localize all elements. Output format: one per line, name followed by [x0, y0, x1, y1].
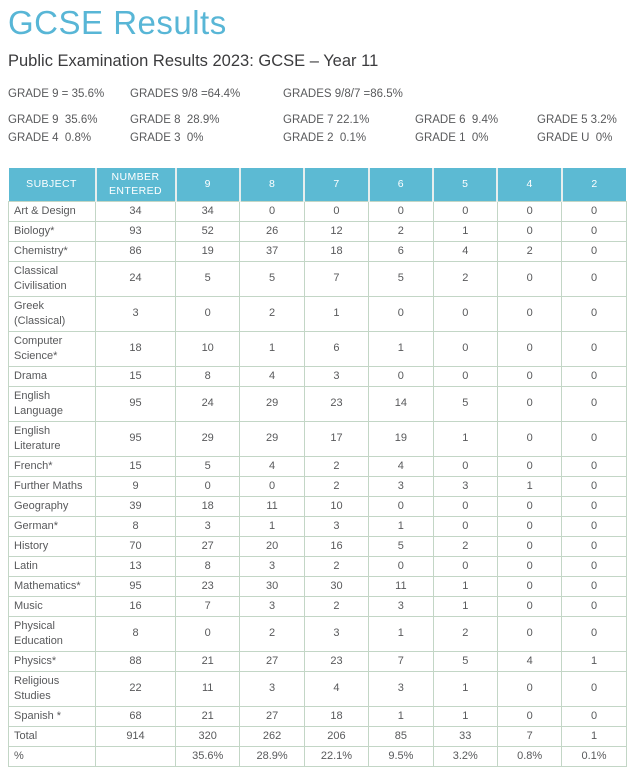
- grade-cell: 0.8%: [497, 746, 561, 766]
- number-entered-cell: 39: [96, 496, 176, 516]
- grade-cell: 34: [176, 201, 240, 221]
- subject-cell: German*: [9, 516, 96, 536]
- subject-cell: Classical Civilisation: [9, 261, 96, 296]
- column-header-subject: SUBJECT: [9, 168, 96, 201]
- column-header-8: 8: [240, 168, 304, 201]
- grade-cell: 4: [369, 456, 433, 476]
- grade-cell: 3: [369, 671, 433, 706]
- stat-grade6: GRADE 6 9.4%: [415, 114, 499, 126]
- grade-cell: 262: [240, 726, 304, 746]
- number-entered-cell: 88: [96, 651, 176, 671]
- grade-cell: 2: [497, 241, 561, 261]
- grade-cell: 26: [240, 221, 304, 241]
- table-row-latin: [9, 556, 627, 576]
- grade-cell: 6: [369, 241, 433, 261]
- grade-cell: 27: [240, 706, 304, 726]
- number-entered-cell: 8: [96, 616, 176, 651]
- grade-cell: 1: [369, 331, 433, 366]
- summary-row-upper-grades: [8, 114, 626, 127]
- subject-cell: Drama: [9, 366, 96, 386]
- table-row-further-maths: [9, 476, 627, 496]
- subject-cell: Mathematics*: [9, 576, 96, 596]
- subject-cell: Computer Science*: [9, 331, 96, 366]
- grade-cell: 1: [304, 296, 368, 331]
- grade-cell: 0: [562, 496, 626, 516]
- grade-cell: 1: [562, 726, 626, 746]
- stat-gradeU: GRADE U 0%: [537, 132, 613, 144]
- table-row-spanish: [9, 706, 627, 726]
- grade-cell: 5: [369, 536, 433, 556]
- grade-cell: 0: [562, 516, 626, 536]
- grade-cell: 20: [240, 536, 304, 556]
- grade-cell: 0: [562, 296, 626, 331]
- summary-row-combined: [8, 88, 626, 101]
- grade-cell: 0: [497, 576, 561, 596]
- number-entered-cell: 68: [96, 706, 176, 726]
- grade-cell: 0: [562, 596, 626, 616]
- grade-cell: 23: [176, 576, 240, 596]
- grade-cell: 3: [240, 596, 304, 616]
- grade-cell: 0: [433, 496, 497, 516]
- grade-cell: 18: [304, 241, 368, 261]
- grade-cell: 19: [369, 421, 433, 456]
- grade-cell: 4: [240, 366, 304, 386]
- grade-cell: 0: [497, 261, 561, 296]
- grade-cell: 2: [433, 261, 497, 296]
- subject-cell: Latin: [9, 556, 96, 576]
- number-entered-cell: 70: [96, 536, 176, 556]
- table-row-physics: [9, 651, 627, 671]
- grade-cell: 0: [562, 421, 626, 456]
- number-entered-cell: 13: [96, 556, 176, 576]
- grade-cell: 0: [497, 596, 561, 616]
- stat-grade8: GRADE 8 28.9%: [130, 114, 220, 126]
- stat-grades98-combined: GRADES 9/8 =64.4%: [130, 88, 241, 100]
- grade-cell: 0: [240, 476, 304, 496]
- number-entered-cell: 8: [96, 516, 176, 536]
- grade-cell: 0: [369, 201, 433, 221]
- grade-cell: 0: [562, 201, 626, 221]
- subject-cell: Spanish *: [9, 706, 96, 726]
- grade-cell: 0: [240, 201, 304, 221]
- grade-cell: 8: [176, 556, 240, 576]
- grade-cell: 85: [369, 726, 433, 746]
- stat-grade4: GRADE 4 0.8%: [8, 132, 92, 144]
- grade-cell: 1: [240, 516, 304, 536]
- grade-cell: 3: [176, 516, 240, 536]
- table-row-religious-studies: [9, 671, 627, 706]
- table-row-total: [9, 726, 627, 746]
- column-header-9: 9: [176, 168, 240, 201]
- grade-cell: 5: [433, 386, 497, 421]
- table-row-computer-science: [9, 331, 627, 366]
- number-entered-cell: 16: [96, 596, 176, 616]
- grade-cell: 29: [240, 421, 304, 456]
- grade-cell: 24: [176, 386, 240, 421]
- grade-cell: 29: [176, 421, 240, 456]
- grade-cell: 7: [369, 651, 433, 671]
- grade-cell: 10: [176, 331, 240, 366]
- number-entered-cell: 15: [96, 456, 176, 476]
- subject-cell: Chemistry*: [9, 241, 96, 261]
- grade-cell: 0: [497, 536, 561, 556]
- grade-cell: 10: [304, 496, 368, 516]
- table-row-english-literature: [9, 421, 627, 456]
- grade-cell: 0: [562, 241, 626, 261]
- grade-cell: 5: [176, 261, 240, 296]
- grade-cell: 2: [433, 616, 497, 651]
- number-entered-cell: [96, 746, 176, 766]
- grade-cell: 0.1%: [562, 746, 626, 766]
- stat-grade1: GRADE 1 0%: [415, 132, 489, 144]
- grade-cell: 12: [304, 221, 368, 241]
- subject-cell: Further Maths: [9, 476, 96, 496]
- page-title: GCSE Results: [8, 4, 227, 41]
- grade-cell: 1: [433, 576, 497, 596]
- grade-cell: 1: [433, 596, 497, 616]
- grade-cell: 0: [562, 616, 626, 651]
- table-row-drama: [9, 366, 627, 386]
- subject-cell: History: [9, 536, 96, 556]
- grade-cell: 0: [369, 296, 433, 331]
- grade-cell: 0: [562, 476, 626, 496]
- column-header-4: 4: [497, 168, 561, 201]
- grade-cell: 0: [433, 556, 497, 576]
- grade-cell: 16: [304, 536, 368, 556]
- grade-cell: 0: [433, 366, 497, 386]
- grade-cell: 0: [497, 331, 561, 366]
- header-row: [9, 168, 627, 201]
- grade-cell: 0: [562, 261, 626, 296]
- table-row-chemistry: [9, 241, 627, 261]
- subject-cell: Art & Design: [9, 201, 96, 221]
- table-row-french: [9, 456, 627, 476]
- grade-cell: 35.6%: [176, 746, 240, 766]
- grade-cell: 3: [369, 596, 433, 616]
- grade-cell: 23: [304, 651, 368, 671]
- column-header-6: 6: [369, 168, 433, 201]
- grade-cell: 1: [433, 706, 497, 726]
- summary-stats: [8, 88, 626, 145]
- grade-cell: 0: [497, 201, 561, 221]
- grade-cell: 1: [497, 476, 561, 496]
- grade-cell: 2: [304, 556, 368, 576]
- results-table-head: [9, 168, 627, 201]
- grade-cell: 6: [304, 331, 368, 366]
- table-row-physical-education: [9, 616, 627, 651]
- grade-cell: 8: [176, 366, 240, 386]
- table-row-music: [9, 596, 627, 616]
- grade-cell: 18: [304, 706, 368, 726]
- grade-cell: 0: [304, 201, 368, 221]
- grade-cell: 4: [240, 456, 304, 476]
- subject-cell: Physics*: [9, 651, 96, 671]
- grade-cell: 2: [304, 476, 368, 496]
- grade-cell: 2: [240, 616, 304, 651]
- number-entered-cell: 22: [96, 671, 176, 706]
- grade-cell: 0: [433, 456, 497, 476]
- table-row-german: [9, 516, 627, 536]
- number-entered-cell: 18: [96, 331, 176, 366]
- column-header-7: 7: [304, 168, 368, 201]
- grade-cell: 0: [497, 496, 561, 516]
- grade-cell: 14: [369, 386, 433, 421]
- column-header-5: 5: [433, 168, 497, 201]
- grade-cell: 29: [240, 386, 304, 421]
- column-header-2: 2: [562, 168, 626, 201]
- subject-cell: Greek (Classical): [9, 296, 96, 331]
- grade-cell: 0: [369, 556, 433, 576]
- grade-cell: 0: [562, 221, 626, 241]
- grade-cell: 2: [433, 536, 497, 556]
- grade-cell: 3: [240, 556, 304, 576]
- subject-cell: Biology*: [9, 221, 96, 241]
- grade-cell: 2: [304, 456, 368, 476]
- results-table-body: [9, 201, 627, 766]
- grade-cell: 3: [304, 366, 368, 386]
- grade-cell: 4: [433, 241, 497, 261]
- grade-cell: 7: [176, 596, 240, 616]
- grade-cell: 0: [562, 671, 626, 706]
- subject-cell: %: [9, 746, 96, 766]
- grade-cell: 9.5%: [369, 746, 433, 766]
- grade-cell: 1: [433, 671, 497, 706]
- grade-cell: 1: [433, 221, 497, 241]
- subject-cell: Music: [9, 596, 96, 616]
- grade-cell: 2: [240, 296, 304, 331]
- grade-cell: 0: [562, 706, 626, 726]
- grade-cell: 0: [369, 496, 433, 516]
- number-entered-cell: 15: [96, 366, 176, 386]
- grade-cell: 21: [176, 706, 240, 726]
- column-header-number-entered: NUMBER ENTERED: [96, 168, 176, 201]
- grade-cell: 0: [562, 536, 626, 556]
- table-row-english-language: [9, 386, 627, 421]
- grade-cell: 0: [176, 616, 240, 651]
- subject-cell: Geography: [9, 496, 96, 516]
- grade-cell: 0: [497, 456, 561, 476]
- grade-cell: 52: [176, 221, 240, 241]
- table-row-biology: [9, 221, 627, 241]
- grade-cell: 0: [497, 366, 561, 386]
- number-entered-cell: 93: [96, 221, 176, 241]
- summary-row-lower-grades: [8, 132, 626, 145]
- stat-grade7: GRADE 7 22.1%: [283, 114, 370, 126]
- table-row-classical-civilisation: [9, 261, 627, 296]
- grade-cell: 4: [304, 671, 368, 706]
- grade-cell: 5: [240, 261, 304, 296]
- grade-cell: 33: [433, 726, 497, 746]
- grade-cell: 22.1%: [304, 746, 368, 766]
- grade-cell: 1: [369, 616, 433, 651]
- grade-cell: 0: [497, 221, 561, 241]
- number-entered-cell: 95: [96, 386, 176, 421]
- table-row-percent: [9, 746, 627, 766]
- grade-cell: 320: [176, 726, 240, 746]
- subject-cell: Religious Studies: [9, 671, 96, 706]
- grade-cell: 0: [562, 386, 626, 421]
- stat-grade9-combined: GRADE 9 = 35.6%: [8, 88, 105, 100]
- grade-cell: 0: [433, 516, 497, 536]
- grade-cell: 5: [176, 456, 240, 476]
- number-entered-cell: 914: [96, 726, 176, 746]
- number-entered-cell: 34: [96, 201, 176, 221]
- grade-cell: 1: [433, 421, 497, 456]
- grade-cell: 23: [304, 386, 368, 421]
- table-row-greek-classical: [9, 296, 627, 331]
- number-entered-cell: 95: [96, 576, 176, 596]
- grade-cell: 27: [240, 651, 304, 671]
- grade-cell: 0: [433, 201, 497, 221]
- grade-cell: 0: [176, 296, 240, 331]
- results-table: [8, 168, 627, 767]
- subject-cell: Physical Education: [9, 616, 96, 651]
- grade-cell: 3: [240, 671, 304, 706]
- grade-cell: 0: [497, 296, 561, 331]
- grade-cell: 0: [433, 331, 497, 366]
- grade-cell: 0: [497, 556, 561, 576]
- grade-cell: 3: [304, 616, 368, 651]
- table-row-history: [9, 536, 627, 556]
- grade-cell: 4: [497, 651, 561, 671]
- grade-cell: 27: [176, 536, 240, 556]
- stat-grade3: GRADE 3 0%: [130, 132, 204, 144]
- grade-cell: 5: [369, 261, 433, 296]
- grade-cell: 0: [497, 706, 561, 726]
- grade-cell: 0: [433, 296, 497, 331]
- grade-cell: 30: [240, 576, 304, 596]
- grade-cell: 0: [497, 516, 561, 536]
- grade-cell: 3: [433, 476, 497, 496]
- grade-cell: 0: [497, 386, 561, 421]
- grade-cell: 3: [369, 476, 433, 496]
- number-entered-cell: 9: [96, 476, 176, 496]
- grade-cell: 37: [240, 241, 304, 261]
- grade-cell: 11: [240, 496, 304, 516]
- grade-cell: 0: [562, 366, 626, 386]
- grade-cell: 0: [497, 421, 561, 456]
- grade-cell: 17: [304, 421, 368, 456]
- number-entered-cell: 24: [96, 261, 176, 296]
- stat-grade5: GRADE 5 3.2%: [537, 114, 617, 126]
- grade-cell: 28.9%: [240, 746, 304, 766]
- grade-cell: 19: [176, 241, 240, 261]
- grade-cell: 11: [176, 671, 240, 706]
- grade-cell: 30: [304, 576, 368, 596]
- subject-cell: Total: [9, 726, 96, 746]
- grade-cell: 5: [433, 651, 497, 671]
- grade-cell: 0: [369, 366, 433, 386]
- grade-cell: 0: [562, 576, 626, 596]
- number-entered-cell: 86: [96, 241, 176, 261]
- grade-cell: 21: [176, 651, 240, 671]
- subject-cell: English Literature: [9, 421, 96, 456]
- number-entered-cell: 95: [96, 421, 176, 456]
- grade-cell: 1: [369, 516, 433, 536]
- grade-cell: 0: [497, 616, 561, 651]
- table-row-geography: [9, 496, 627, 516]
- subject-cell: English Language: [9, 386, 96, 421]
- number-entered-cell: 3: [96, 296, 176, 331]
- grade-cell: 0: [562, 556, 626, 576]
- grade-cell: 1: [562, 651, 626, 671]
- grade-cell: 0: [562, 456, 626, 476]
- grade-cell: 206: [304, 726, 368, 746]
- stat-grade9: GRADE 9 35.6%: [8, 114, 98, 126]
- grade-cell: 0: [562, 331, 626, 366]
- grade-cell: 3.2%: [433, 746, 497, 766]
- grade-cell: 18: [176, 496, 240, 516]
- table-row-art-design: [9, 201, 627, 221]
- table-row-mathematics: [9, 576, 627, 596]
- page-subtitle: Public Examination Results 2023: GCSE – Year 11: [8, 52, 379, 70]
- grade-cell: 11: [369, 576, 433, 596]
- grade-cell: 7: [304, 261, 368, 296]
- grade-cell: 1: [369, 706, 433, 726]
- grade-cell: 0: [176, 476, 240, 496]
- grade-cell: 2: [369, 221, 433, 241]
- stat-grade2: GRADE 2 0.1%: [283, 132, 367, 144]
- grade-cell: 7: [497, 726, 561, 746]
- grade-cell: 3: [304, 516, 368, 536]
- subject-cell: French*: [9, 456, 96, 476]
- stat-grades987-combined: GRADES 9/8/7 =86.5%: [283, 88, 403, 100]
- grade-cell: 0: [497, 671, 561, 706]
- grade-cell: 1: [240, 331, 304, 366]
- grade-cell: 2: [304, 596, 368, 616]
